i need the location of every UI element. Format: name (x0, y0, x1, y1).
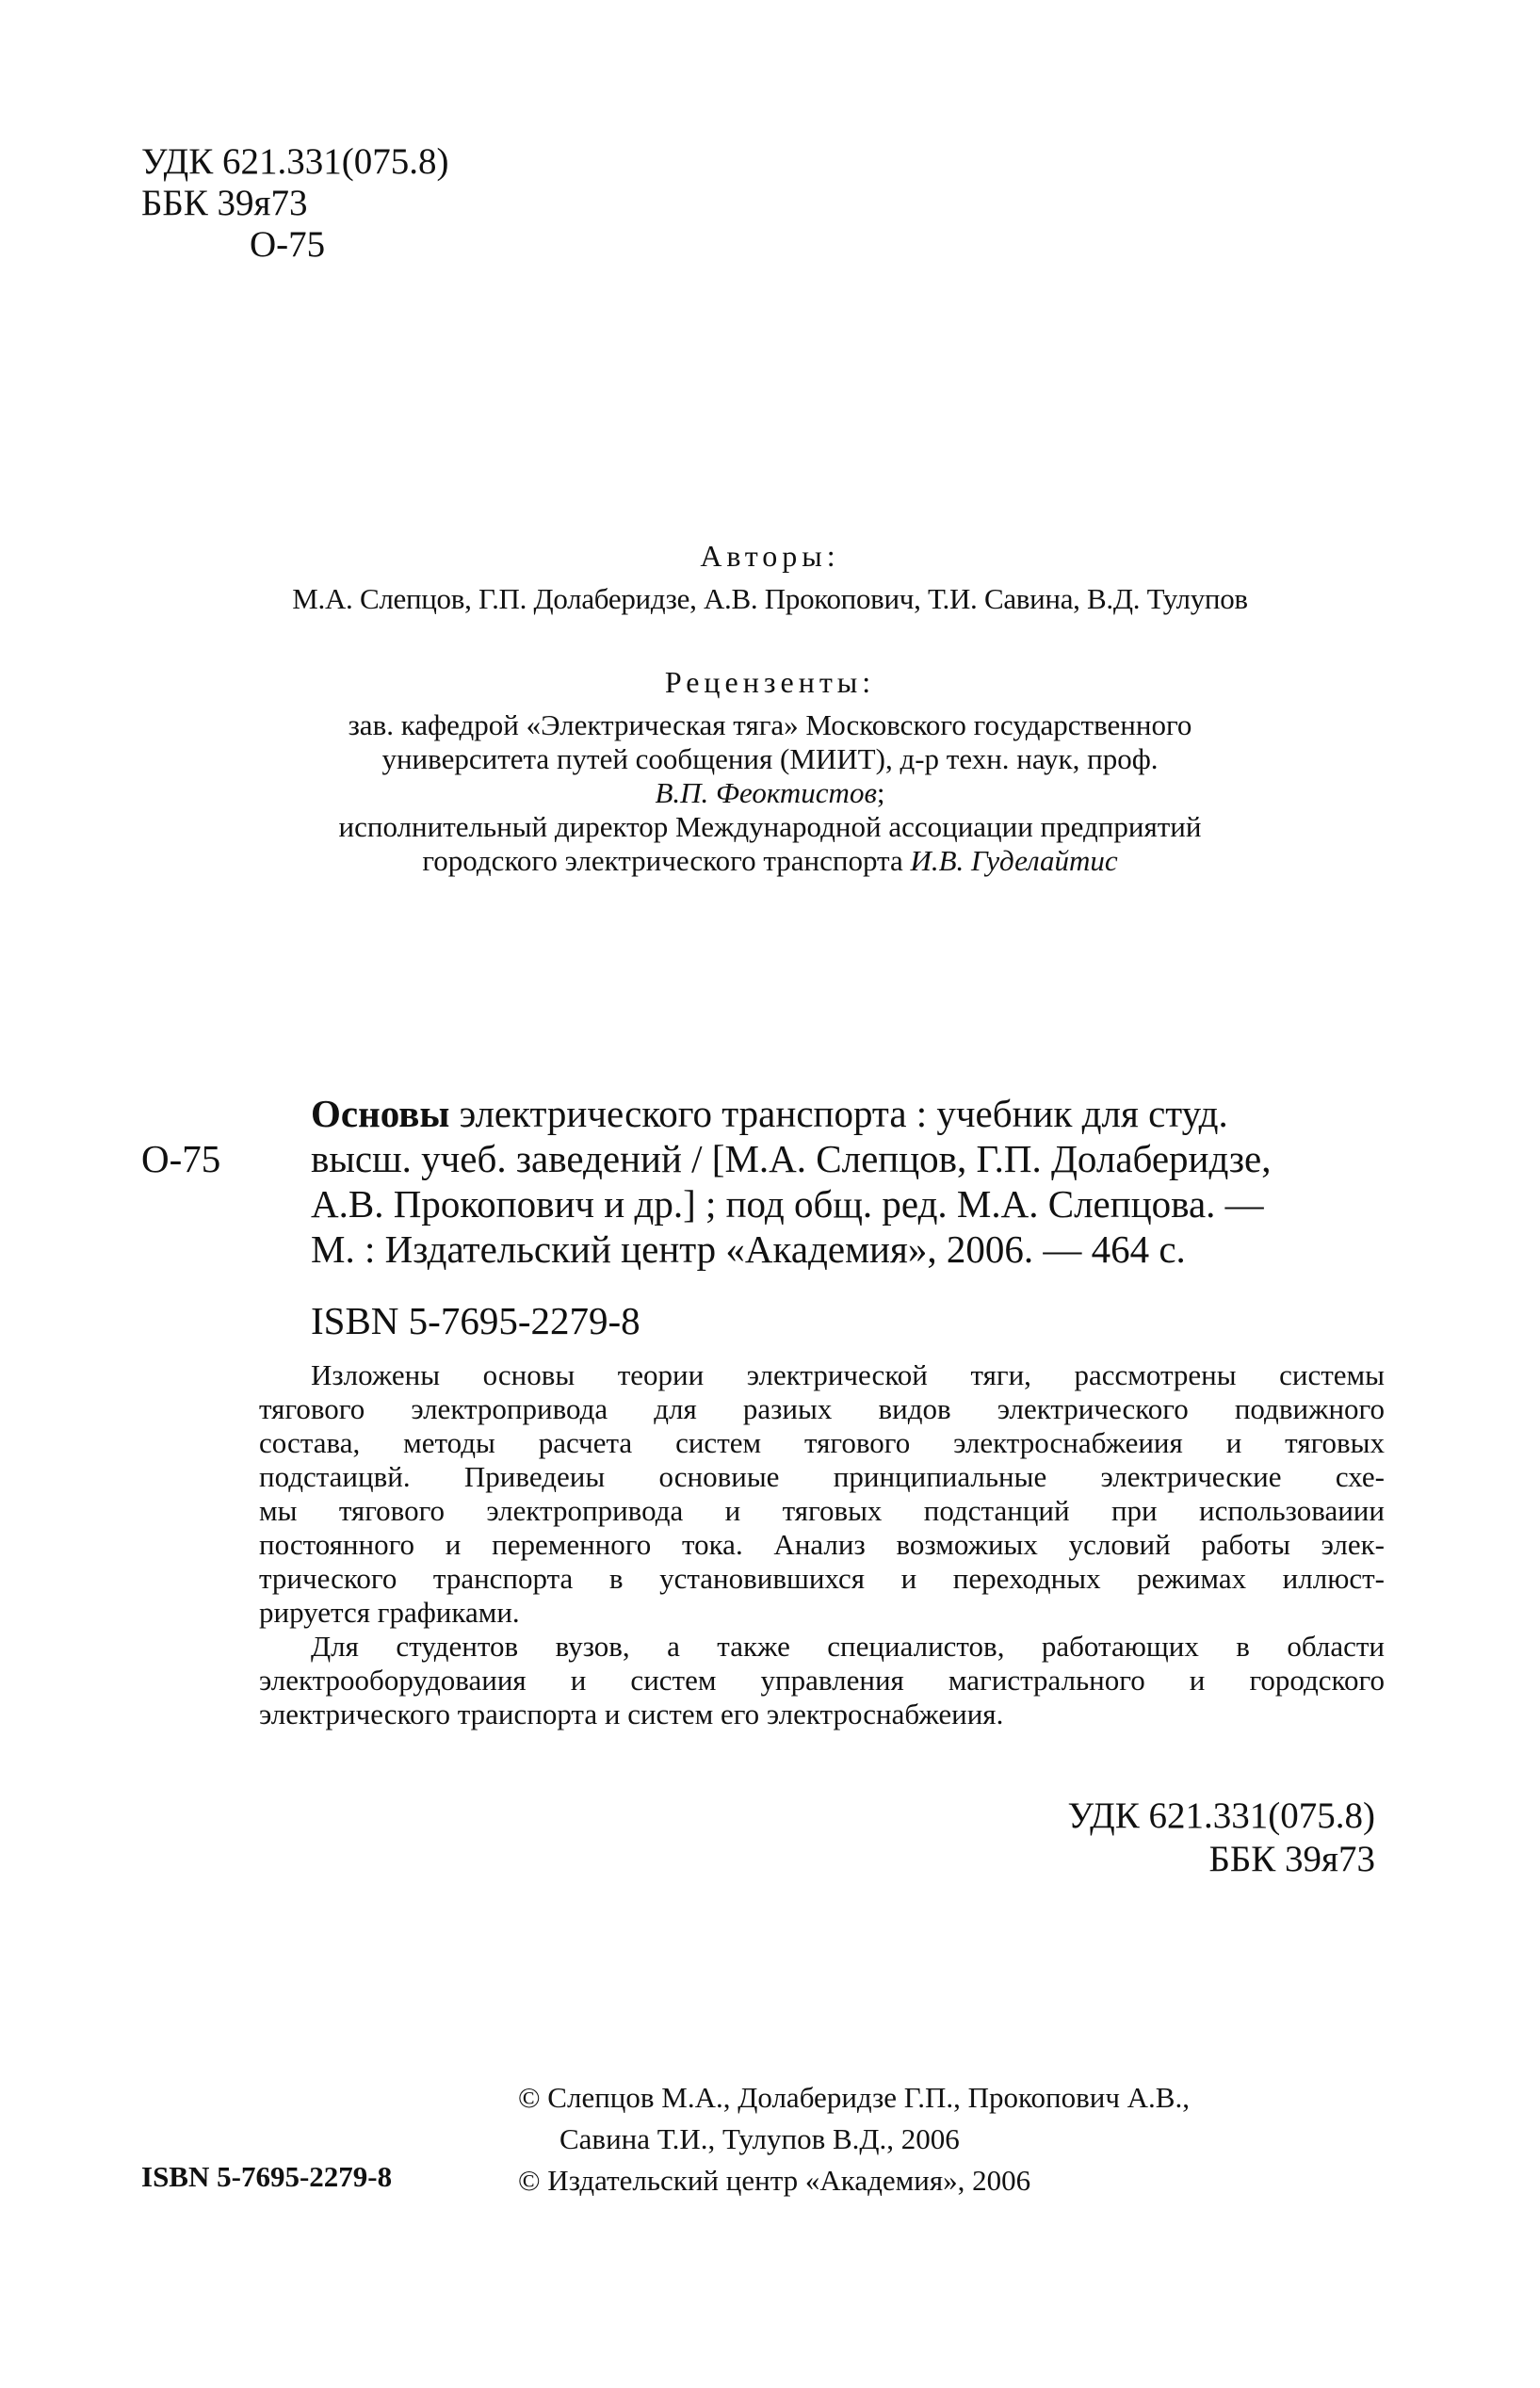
abstract-line: электрического траиспорта и систем его электроснабжеиия. (259, 1698, 1004, 1730)
top-bbk: ББК 39я73 (141, 183, 308, 223)
biblio-line-2: высш. учеб. заведений / [М.А. Слепцов, Г.П. Долаберидзе, (311, 1137, 1272, 1180)
abstract-line: подстаицвй. Приведеиы основиые принципиальные электрические схе- (259, 1460, 1385, 1493)
reviewer-line-5: городского электрического транспорта И.В. Гуделайтис (422, 844, 1118, 877)
abstract-paragraph-1 (259, 1358, 1385, 1630)
abstract-paragraph-2 (259, 1630, 1385, 1731)
reviewers-list (0, 708, 1540, 878)
reviewer-line-1: зав. кафедрой «Электрическая тяга» Московского государственного (348, 708, 1192, 741)
reviewer-name-1: В.П. Феоктистов (655, 776, 877, 809)
authors-heading: Авторы: (700, 539, 840, 573)
abstract-line: Изложены основы теории электрической тяги, рассмотрены системы (311, 1358, 1385, 1391)
biblio-line-4: М. : Издательский центр «Академия», 2006. — 464 с. (311, 1227, 1186, 1271)
abstract-line: состава, методы расчета систем тягового электроснабжеиия и тяговых (259, 1426, 1385, 1459)
reviewer-line-2: университета путей сообщения (МИИТ), д-р техн. наук, проф. (381, 742, 1159, 775)
top-udk: УДК 621.331(075.8) (141, 141, 449, 182)
bottom-classification-codes (1067, 1795, 1375, 1881)
copyright-publisher: © Издательский центр «Академия», 2006 (518, 2164, 1031, 2197)
abstract-line: мы тягового электропривода и тяговых подстанций при использоваиии (259, 1494, 1385, 1527)
top-classification-codes (141, 141, 449, 266)
biblio-line-3: А.В. Прокопович и др.] ; под общ. ред. М.А. Слепцова. — (311, 1182, 1264, 1226)
copyright-authors: © Слепцов М.А., Долаберидзе Г.П., Прокопович А.В., (518, 2081, 1190, 2114)
biblio-line-1: Основы электрического транспорта : учебник для студ. (311, 1092, 1228, 1135)
abstract-line: трического транспорта в установившихся и переходных режимах иллюст- (259, 1562, 1385, 1595)
authors-list: М.А. Слепцов, Г.П. Долаберидзе, А.В. Прокопович, Т.И. Савина, В.Д. Тулупов (292, 582, 1248, 615)
bibliographic-author-code: О-75 (141, 1137, 221, 1180)
bottom-bbk: ББК 39я73 (1208, 1839, 1375, 1879)
reviewer-line-4: исполнительный директор Международной ассоциации предприятий (338, 810, 1202, 843)
abstract-line: тягового электропривода для разиых видов электрического подвижного (259, 1392, 1385, 1425)
copyright-notice (518, 2077, 1190, 2201)
abstract-line: Для студентов вузов, а также специалистов, работающих в области (311, 1630, 1385, 1663)
reviewer-name-2: И.В. Гуделайтис (910, 844, 1118, 877)
abstract (259, 1358, 1385, 1731)
book-title-first-word: Основы (311, 1092, 450, 1135)
bibliographic-record (311, 1091, 1272, 1272)
abstract-line: постоянного и переменного тока. Анализ возможиых условий работы элек- (259, 1528, 1385, 1561)
bibliographic-isbn: ISBN 5-7695-2279-8 (311, 1299, 640, 1342)
copyright-authors-cont: Савина Т.И., Тулупов В.Д., 2006 (559, 2122, 960, 2155)
reviewers-heading: Рецензенты: (664, 665, 876, 699)
bottom-udk: УДК 621.331(075.8) (1067, 1795, 1375, 1836)
abstract-line: рируется графиками. (259, 1596, 520, 1629)
footer-isbn: ISBN 5-7695-2279-8 (141, 2160, 393, 2193)
reviewer-line-3: В.П. Феоктистов; (655, 776, 885, 809)
abstract-line: электрооборудоваиия и систем управления магистрального и городского (259, 1664, 1385, 1697)
top-author-code: О-75 (250, 224, 326, 265)
